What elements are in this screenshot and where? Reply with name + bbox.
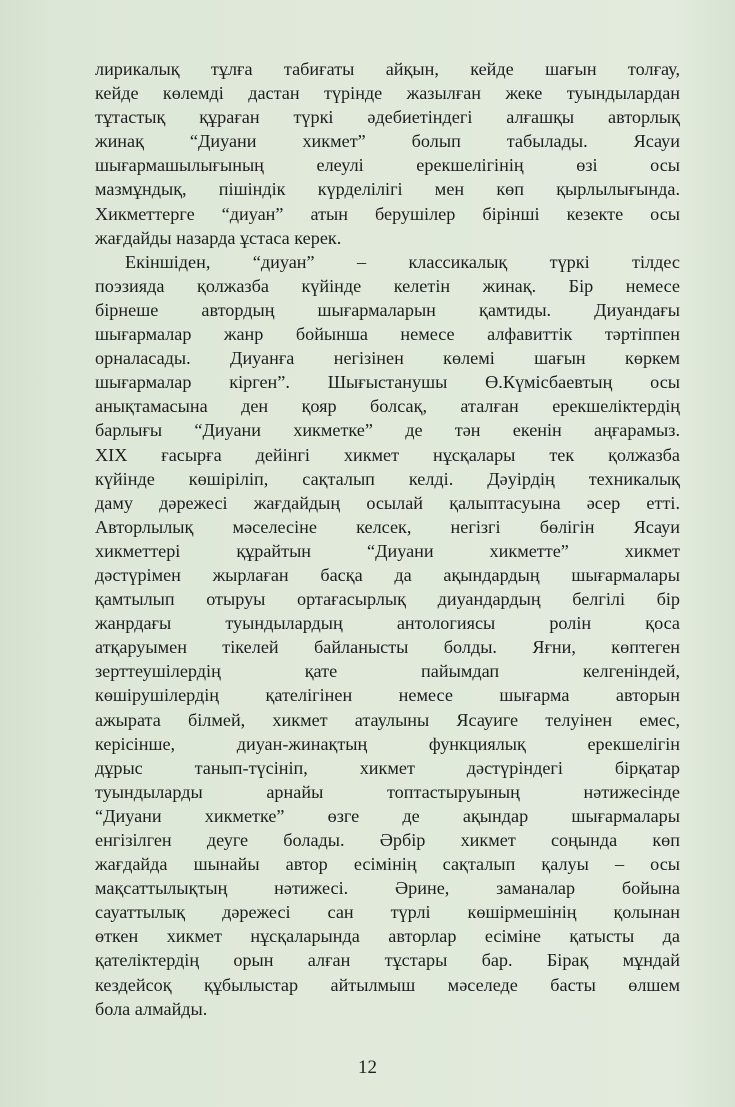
text-line: көшірушілердің қателігінен немесе шығарма авторын — [95, 685, 680, 706]
text-line: кейде көлемді дастан түрінде жазылған жеке туындылардан — [95, 83, 680, 104]
text-line: дұрыс танып-түсініп, хикмет дәстүріндегі бірқатар — [95, 757, 680, 778]
text-line: бірнеше автордың шығармаларын қамтиды. Диуандағы — [95, 299, 680, 320]
text-line: даму дәрежесі жағдайдың осылай қалыптасуына әсер етті. — [95, 492, 680, 513]
text-line: жағдайды назарда ұстаса керек. — [95, 227, 342, 248]
text-line: дәстүрімен жырлаған басқа да ақындардың шығармалары — [95, 564, 680, 585]
text-line: жанрдағы туындылардың антологиясы ролін қоса — [95, 613, 680, 634]
text-line: шығармалар кірген”. Шығыстанушы Ө.Күмісбаевтың осы — [95, 372, 680, 393]
text-line: “Диуани хикметке” өзге де ақындар шығармалары — [95, 805, 680, 826]
text-line: бола алмайды. — [95, 998, 208, 1019]
text-line: лирикалық тұлға табиғаты айқын, кейде шағын толғау, — [95, 59, 680, 79]
text-line: Хикметтерге “диуан” атын берушілер бірінші кезекте осы — [95, 203, 680, 224]
text-line: шығармалар жанр бойынша немесе алфавиттік тәртіппен — [95, 324, 680, 345]
text-line: тұтастық құраған түркі әдебиетіндегі алғашқы авторлық — [95, 107, 680, 128]
text-line: орналасады. Диуанға негізінен көлемі шағын көркем — [95, 348, 680, 369]
text-line: атқаруымен тікелей байланысты болды. Яғни, көптеген — [95, 637, 680, 658]
text-line: поэзияда қолжазба күйінде келетін жинақ. Бір немесе — [95, 275, 680, 296]
text-line: қателіктердің орын алған тұстары бар. Бірақ мұндай — [95, 950, 680, 971]
text-line: XIX ғасырға дейінгі хикмет нұсқалары тек қолжазба — [95, 444, 680, 465]
text-line: хикметтері құрайтын “Диуани хикметте” хикмет — [95, 540, 680, 561]
text-line: мазмұндық, пішіндік күрделілігі мен көп қырлылығында. — [95, 179, 680, 200]
paragraph-2 — [95, 250, 680, 1021]
text-line: енгізілген деуге болады. Әрбір хикмет соңында көп — [95, 830, 680, 850]
text-line: зерттеушілердің қате пайымдап келгеніндей, — [95, 661, 680, 682]
text-line: сауаттылық дәрежесі сан түрлі көшірмешінің қолынан — [95, 902, 680, 923]
text-line: өткен хикмет нұсқаларында авторлар есіміне қатысты да — [95, 926, 680, 947]
page-number: 12 — [358, 1057, 377, 1078]
text-line: ажырата білмей, хикмет атаулыны Ясауиге телуінен емес, — [95, 709, 680, 730]
text-line: шығармашылығының елеулі ерекшелігінің өзі осы — [95, 155, 680, 176]
page-body — [95, 57, 680, 1021]
text-line: жинақ “Диуани хикмет” болып табылады. Ясауи — [95, 131, 680, 152]
text-line: Екіншіден, “диуан” – классикалық түркі тілдес — [125, 251, 680, 272]
text-line: барлығы “Диуани хикметке” де тән екенін аңғарамыз. — [95, 420, 680, 441]
text-line: анықтамасына ден қояр болсақ, аталған ерекшеліктердің — [95, 396, 680, 417]
text-line: қамтылып отыруы ортағасырлық диуандардың белгілі бір — [95, 589, 680, 610]
text-line: күйінде көшіріліп, сақталып келді. Дәуірдің техникалық — [95, 468, 680, 489]
text-line: жағдайда шынайы автор есімінің сақталып қалуы – осы — [95, 854, 680, 875]
text-line: мақсаттылықтың нәтижесі. Әрине, заманалар бойына — [95, 878, 680, 899]
text-line: керісінше, диуан-жинақтың функциялық ерекшелігін — [95, 733, 680, 754]
text-line: туындыларды арнайы топтастыруының нәтижесінде — [95, 781, 680, 802]
text-line: Авторлылық мәселесіне келсек, негізгі бөлігін Ясауи — [95, 516, 680, 537]
paragraph-1 — [95, 57, 680, 250]
text-line: кездейсоқ құбылыстар айтылмыш мәселеде басты өлшем — [95, 974, 680, 995]
